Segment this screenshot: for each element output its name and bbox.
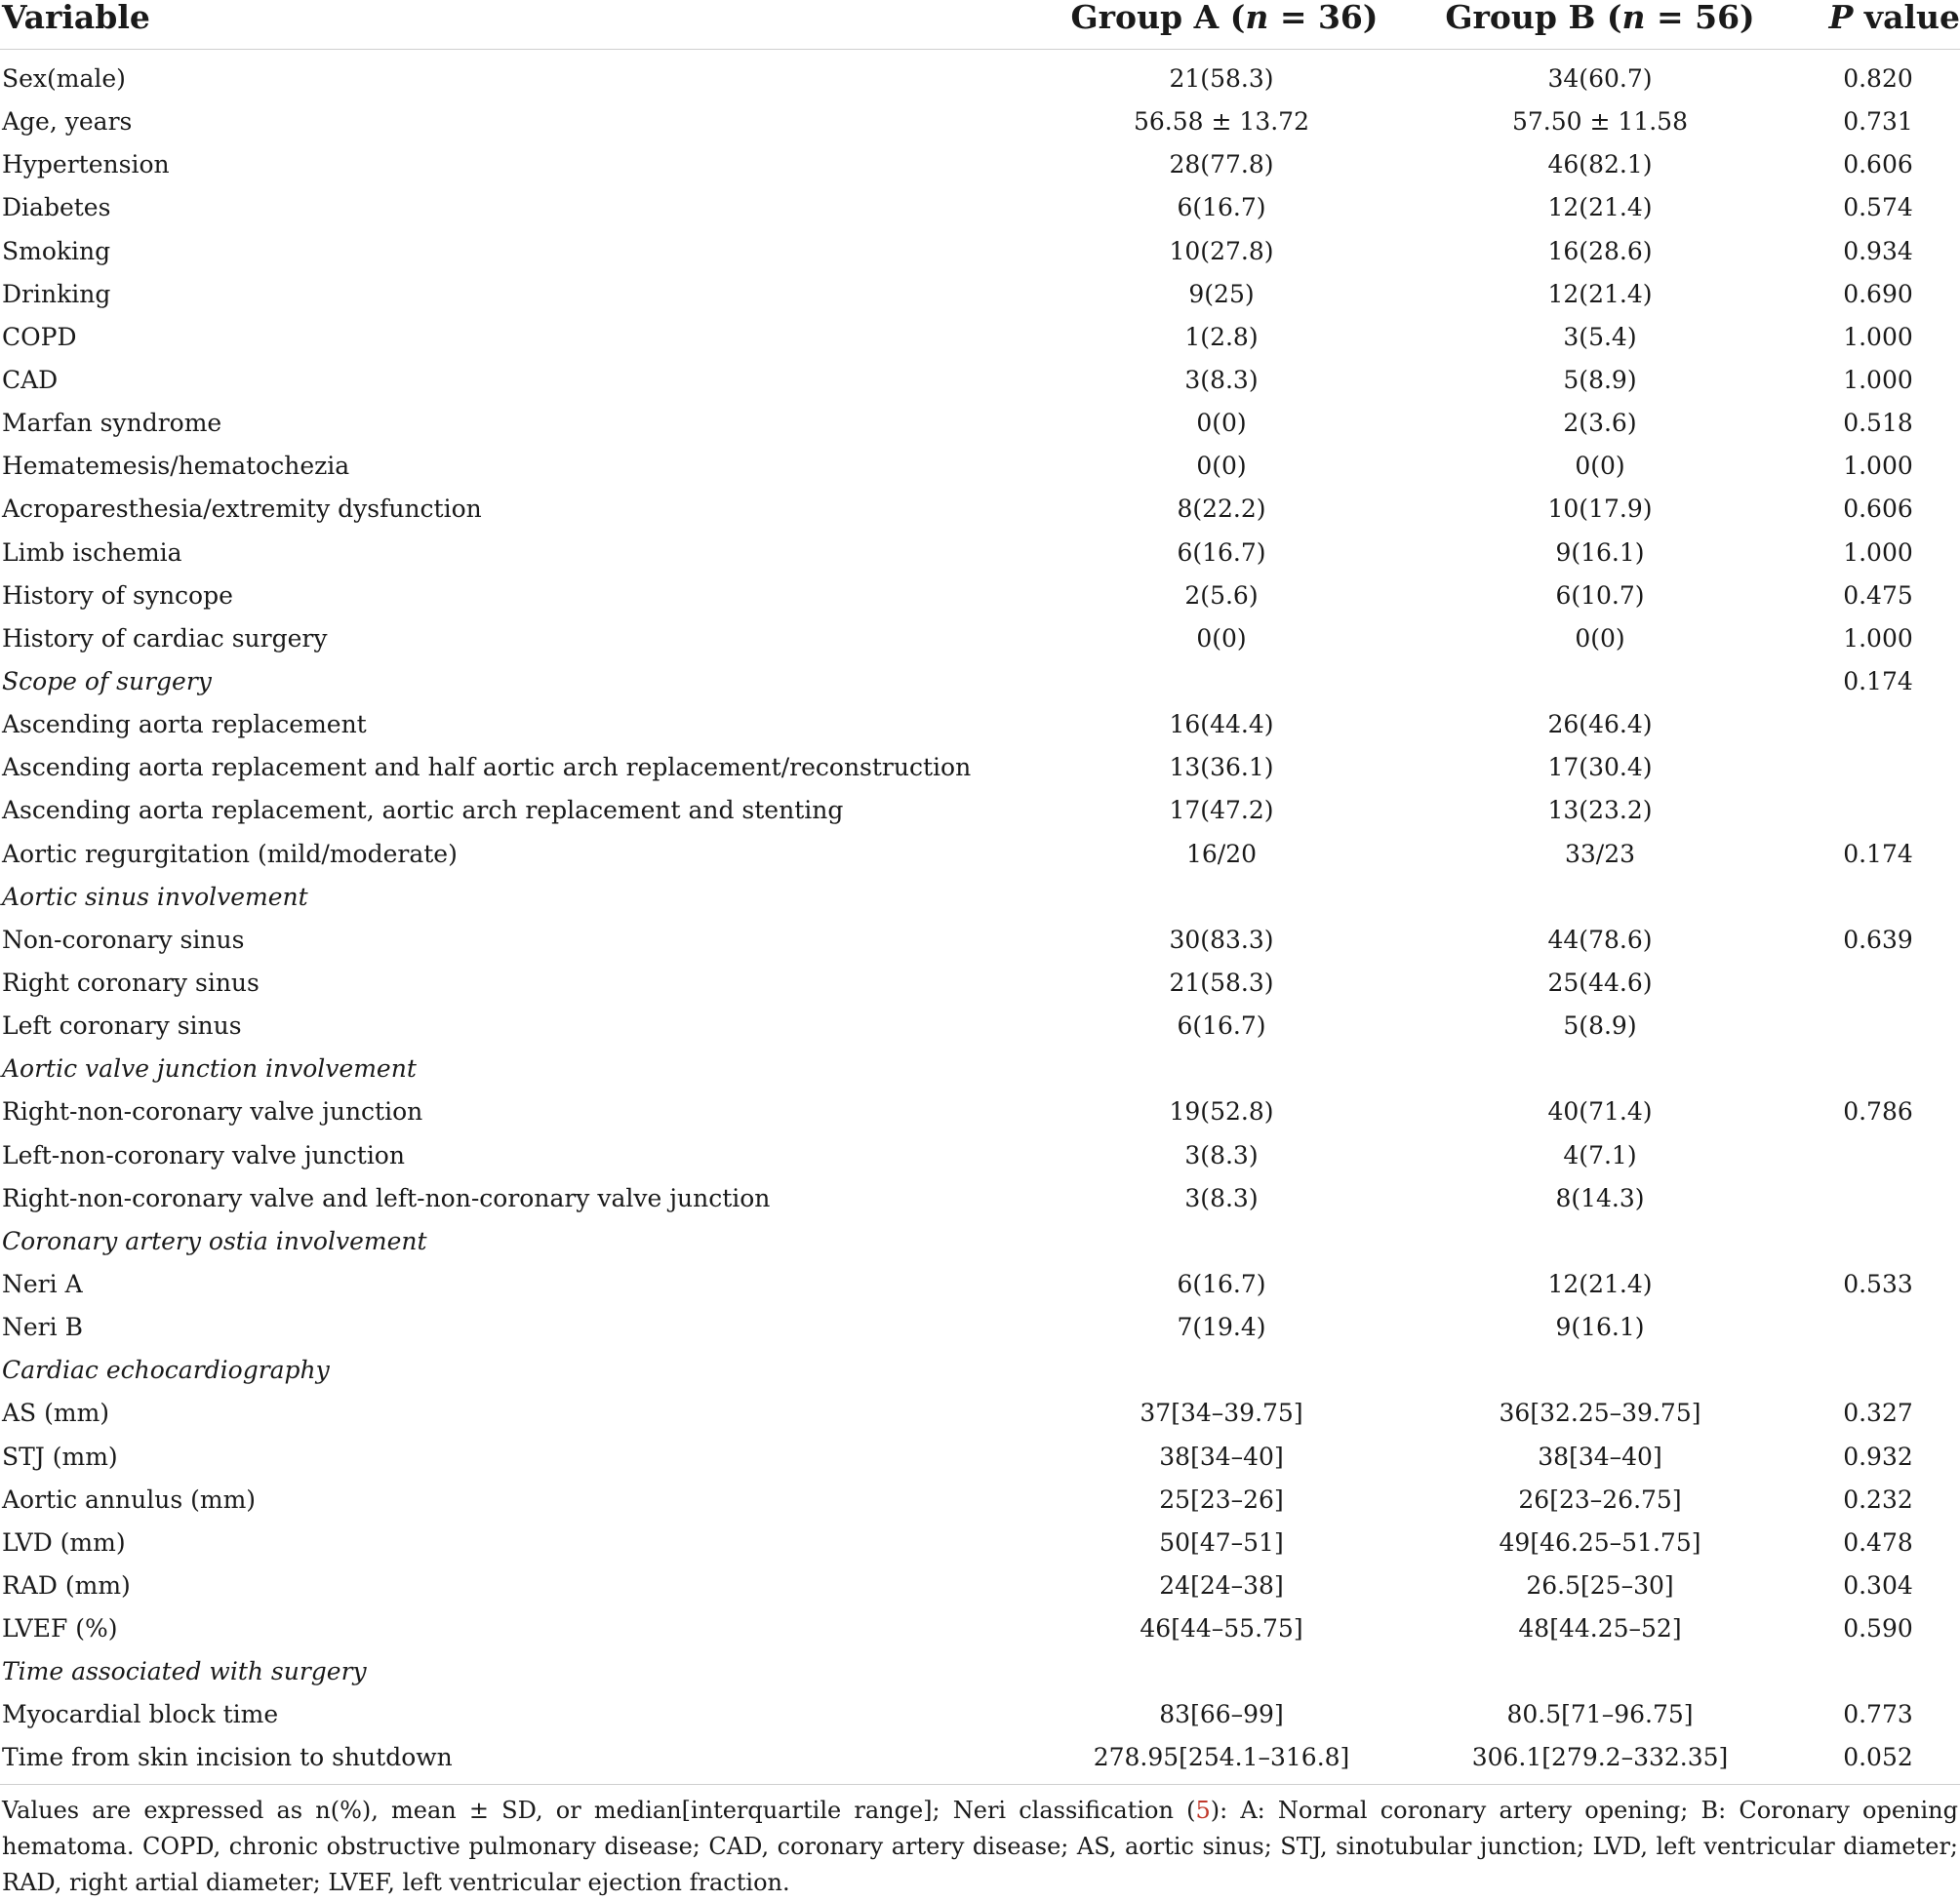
cell-variable: Right-non-coronary valve and left-non-coronary valve junction [2,1183,771,1212]
cell-group-a: 50[47–51] [1159,1527,1284,1557]
table-row [0,402,1960,445]
cell-variable: Non-coronary sinus [2,925,245,954]
cell-group-a: 3(8.3) [1184,1140,1259,1169]
cell-variable: LVD (mm) [2,1527,126,1557]
cell-p-value: 0.304 [1843,1570,1913,1600]
cell-p-value: 0.590 [1843,1614,1913,1644]
table-row [0,1392,1960,1435]
cell-variable: Acroparesthesia/extremity dysfunction [2,495,482,524]
table-row [0,1436,1960,1479]
table-header [0,0,1960,50]
cell-p-value [1805,1177,1951,1220]
cell-group-a [1026,876,1417,919]
cell-p-value [1805,703,1951,746]
cell-group-b: 26.5[25–30] [1526,1570,1674,1600]
cell-group-b: 25(44.6) [1547,968,1653,997]
cell-group-b [1405,1220,1795,1263]
cell-p-value: 1.000 [1843,365,1913,394]
cell-variable: Neri B [2,1313,83,1342]
cell-variable: Drinking [2,279,111,308]
cell-p-value [1805,1349,1951,1392]
cell-variable: Coronary artery ostia involvement [2,1226,427,1255]
table-row [0,1005,1960,1048]
table-row [0,1090,1960,1133]
cell-variable: Smoking [2,236,111,265]
cell-group-a: 8(22.2) [1177,495,1266,524]
section-header-row [0,1220,1960,1263]
cell-group-b: 4(7.1) [1563,1140,1637,1169]
cell-p-value: 0.574 [1843,193,1913,222]
cell-group-b: 26[23–26.75] [1518,1485,1682,1514]
cell-group-b: 9(16.1) [1555,537,1645,567]
cell-group-b [1405,1650,1795,1693]
header-variable: Variable [2,0,150,36]
cell-p-value: 0.174 [1843,666,1913,695]
cell-group-a: 0(0) [1196,409,1247,438]
cell-variable: History of cardiac surgery [2,623,328,653]
cell-group-a: 3(8.3) [1184,365,1259,394]
cell-group-b: 12(21.4) [1547,193,1653,222]
header-group-a-prefix: Group A ( [1070,0,1246,36]
cell-p-value [1805,1306,1951,1349]
cell-group-a: 3(8.3) [1184,1183,1259,1212]
header-p-suffix: value [1853,0,1960,36]
table-row [0,359,1960,402]
cell-variable: Aortic annulus (mm) [2,1485,257,1514]
header-group-a-suffix: = 36) [1268,0,1379,36]
cell-group-b: 12(21.4) [1547,279,1653,308]
cell-variable: STJ (mm) [2,1442,118,1471]
cell-p-value [1805,1005,1951,1048]
cell-group-a [1026,1048,1417,1090]
cell-group-b: 10(17.9) [1547,495,1653,524]
cell-p-value: 0.731 [1843,107,1913,137]
cell-group-a [1026,1349,1417,1392]
cell-variable: RAD (mm) [2,1570,131,1600]
cell-group-b: 49[46.25–51.75] [1499,1527,1701,1557]
cell-variable: COPD [2,322,77,351]
table-row [0,703,1960,746]
cell-group-a: 21(58.3) [1169,968,1274,997]
cell-group-a: 28(77.8) [1169,150,1274,179]
cell-group-b: 5(8.9) [1563,1011,1637,1041]
table-body [0,58,1960,1780]
cell-variable: Sex(male) [2,64,126,93]
cell-p-value [1805,746,1951,789]
cell-variable: Left coronary sinus [2,1011,242,1041]
cell-group-a [1026,1650,1417,1693]
table-row [0,1177,1960,1220]
section-header-row [0,1048,1960,1090]
table-row [0,186,1960,229]
cell-group-a: 6(16.7) [1177,193,1266,222]
cell-variable: Right-non-coronary valve junction [2,1097,423,1127]
cell-p-value: 0.820 [1843,64,1913,93]
cell-p-value: 1.000 [1843,623,1913,653]
header-p-value [1824,0,1960,49]
cell-group-b [1405,876,1795,919]
cell-variable: Ascending aorta replacement and half aortic arch replacement/reconstruction [2,753,972,782]
cell-p-value: 1.000 [1843,322,1913,351]
cell-group-b: 13(23.2) [1547,796,1653,825]
cell-variable: Marfan syndrome [2,409,222,438]
cell-variable: Cardiac echocardiography [2,1356,330,1385]
table-row [0,574,1960,617]
table-row [0,488,1960,531]
cell-group-b: 8(14.3) [1555,1183,1645,1212]
cell-group-a: 19(52.8) [1169,1097,1274,1127]
cell-variable: Ascending aorta replacement [2,710,367,739]
table-row [0,962,1960,1005]
cell-p-value: 0.533 [1843,1269,1913,1298]
section-header-row [0,660,1960,703]
table-row [0,143,1960,186]
table-row [0,1736,1960,1779]
table-footnote [2,1793,1958,1901]
cell-p-value: 0.786 [1843,1097,1913,1127]
cell-p-value: 0.606 [1843,150,1913,179]
cell-variable: Myocardial block time [2,1700,279,1729]
cell-group-a [1026,1220,1417,1263]
table-row [0,617,1960,660]
cell-group-a: 6(16.7) [1177,1269,1266,1298]
table-row [0,100,1960,143]
cell-variable: Ascending aorta replacement, aortic arch replacement and stenting [2,796,844,825]
cell-p-value: 0.934 [1843,236,1913,265]
cell-group-a: 25[23–26] [1159,1485,1284,1514]
table-row [0,833,1960,876]
cell-group-a: 6(16.7) [1177,537,1266,567]
cell-group-b: 3(5.4) [1563,322,1637,351]
cell-variable: Diabetes [2,193,111,222]
cell-group-b: 12(21.4) [1547,1269,1653,1298]
cell-group-a: 46[44–55.75] [1140,1614,1303,1644]
table-bottom-rule [0,1784,1960,1785]
cell-group-a: 13(36.1) [1169,753,1274,782]
cell-variable: CAD [2,365,59,394]
cell-p-value: 0.773 [1843,1700,1913,1729]
cell-variable: AS (mm) [2,1399,110,1428]
cell-p-value: 0.518 [1843,409,1913,438]
section-header-row [0,1349,1960,1392]
cell-group-b: 34(60.7) [1547,64,1653,93]
cell-p-value: 0.478 [1843,1527,1913,1557]
table-row [0,1479,1960,1522]
cell-p-value [1805,962,1951,1005]
cell-p-value [1805,789,1951,832]
header-p-letter: P [1828,0,1854,36]
cell-p-value: 0.052 [1843,1743,1913,1772]
cell-p-value [1805,876,1951,919]
footnote-text-after: ): A: Normal coronary artery opening; B: Coronary opening hematoma. COPD, chronic obstructive pulmonary disease; CAD, coronary artery disease; AS, aortic sinus; STJ, sinotubular junction; LVD, left ventricular diameter; RAD, right artial diameter; LVEF, left ventricular ejection fraction. [2,1797,1958,1896]
cell-group-b: 57.50 ± 11.58 [1512,107,1688,137]
cell-p-value: 0.639 [1843,925,1913,954]
cell-p-value: 0.475 [1843,580,1913,610]
cell-group-b: 0(0) [1575,452,1625,481]
table-row [0,746,1960,789]
cell-group-b: 38[34–40] [1538,1442,1662,1471]
table-row [0,532,1960,574]
table-row [0,58,1960,100]
cell-p-value [1805,1220,1951,1263]
cell-p-value: 0.174 [1843,839,1913,868]
cell-group-a: 30(83.3) [1169,925,1274,954]
table-row [0,445,1960,488]
cell-variable: Right coronary sinus [2,968,260,997]
cell-group-a: 1(2.8) [1184,322,1259,351]
table-row [0,230,1960,273]
cell-group-b: 26(46.4) [1547,710,1653,739]
cell-group-b: 44(78.6) [1547,925,1653,954]
cell-group-b: 48[44.25–52] [1518,1614,1682,1644]
table-row [0,1134,1960,1177]
cell-p-value: 0.327 [1843,1399,1913,1428]
cell-group-b: 2(3.6) [1563,409,1637,438]
cell-group-a: 278.95[254.1–316.8] [1093,1743,1350,1772]
cell-variable: History of syncope [2,580,233,610]
cell-p-value: 1.000 [1843,537,1913,567]
cell-group-a: 0(0) [1196,452,1247,481]
header-group-b-n: n [1621,0,1646,36]
table-row [0,1263,1960,1306]
cell-variable: Limb ischemia [2,537,182,567]
cell-p-value [1805,1048,1951,1090]
cell-variable: Time associated with surgery [2,1657,367,1686]
cell-group-b: 33/23 [1564,839,1636,868]
cell-group-a: 9(25) [1188,279,1255,308]
footnote-text-before: Values are expressed as n(%), mean ± SD, or median[interquartile range]; Neri classification ( [2,1797,1196,1824]
cell-variable: Aortic valve junction involvement [2,1054,417,1084]
table-row [0,1607,1960,1650]
cell-variable: Left-non-coronary valve junction [2,1140,405,1169]
cell-group-b [1405,660,1795,703]
cell-variable: LVEF (%) [2,1614,118,1644]
cell-group-b: 6(10.7) [1555,580,1645,610]
cell-variable: Hypertension [2,150,170,179]
header-group-b-suffix: = 56) [1645,0,1755,36]
cell-group-a: 16(44.4) [1169,710,1274,739]
cell-group-a: 83[66–99] [1159,1700,1284,1729]
cell-group-a: 21(58.3) [1169,64,1274,93]
table-row [0,789,1960,832]
table-row [0,1522,1960,1564]
cell-group-b: 46(82.1) [1547,150,1653,179]
cell-group-a: 37[34–39.75] [1140,1399,1303,1428]
cell-group-a: 2(5.6) [1184,580,1259,610]
cell-group-a [1026,660,1417,703]
cell-variable: Aortic sinus involvement [2,882,308,911]
table-row [0,273,1960,316]
cell-group-a: 10(27.8) [1169,236,1274,265]
footnote-reference-link[interactable]: 5 [1195,1797,1211,1824]
table-row [0,919,1960,962]
table-row [0,1306,1960,1349]
cell-variable: Scope of surgery [2,666,212,695]
cell-group-b: 80.5[71–96.75] [1506,1700,1694,1729]
cell-group-a: 24[24–38] [1159,1570,1284,1600]
cell-variable: Time from skin incision to shutdown [2,1743,453,1772]
cell-variable: Hematemesis/hematochezia [2,452,350,481]
cell-group-a: 16/20 [1185,839,1258,868]
header-group-a-n: n [1245,0,1269,36]
cell-group-b: 17(30.4) [1547,753,1653,782]
cell-group-b: 36[32.25–39.75] [1499,1399,1701,1428]
cell-p-value: 0.232 [1843,1485,1913,1514]
cell-variable: Age, years [2,107,133,137]
cell-p-value [1805,1650,1951,1693]
section-header-row [0,876,1960,919]
cell-group-a: 56.58 ± 13.72 [1134,107,1309,137]
cell-p-value [1805,1134,1951,1177]
cell-p-value: 0.606 [1843,495,1913,524]
cell-group-a: 0(0) [1196,623,1247,653]
cell-group-b: 9(16.1) [1555,1313,1645,1342]
header-group-b-prefix: Group B ( [1445,0,1622,36]
cell-p-value: 0.690 [1843,279,1913,308]
cell-p-value: 1.000 [1843,452,1913,481]
cell-group-b: 16(28.6) [1547,236,1653,265]
cell-group-b [1405,1349,1795,1392]
section-header-row [0,1650,1960,1693]
cell-group-b: 306.1[279.2–332.35] [1471,1743,1729,1772]
cell-group-b [1405,1048,1795,1090]
cell-variable: Neri A [2,1269,83,1298]
cell-group-a: 17(47.2) [1169,796,1274,825]
cell-group-b: 5(8.9) [1563,365,1637,394]
cell-group-a: 6(16.7) [1177,1011,1266,1041]
cell-p-value: 0.932 [1843,1442,1913,1471]
cell-variable: Aortic regurgitation (mild/moderate) [2,839,458,868]
cell-group-b: 40(71.4) [1547,1097,1653,1127]
header-group-b [1356,0,1844,49]
cell-group-a: 38[34–40] [1159,1442,1284,1471]
table-row [0,316,1960,359]
cell-group-b: 0(0) [1575,623,1625,653]
table-row [0,1564,1960,1607]
table-row [0,1693,1960,1736]
cell-group-a: 7(19.4) [1177,1313,1266,1342]
